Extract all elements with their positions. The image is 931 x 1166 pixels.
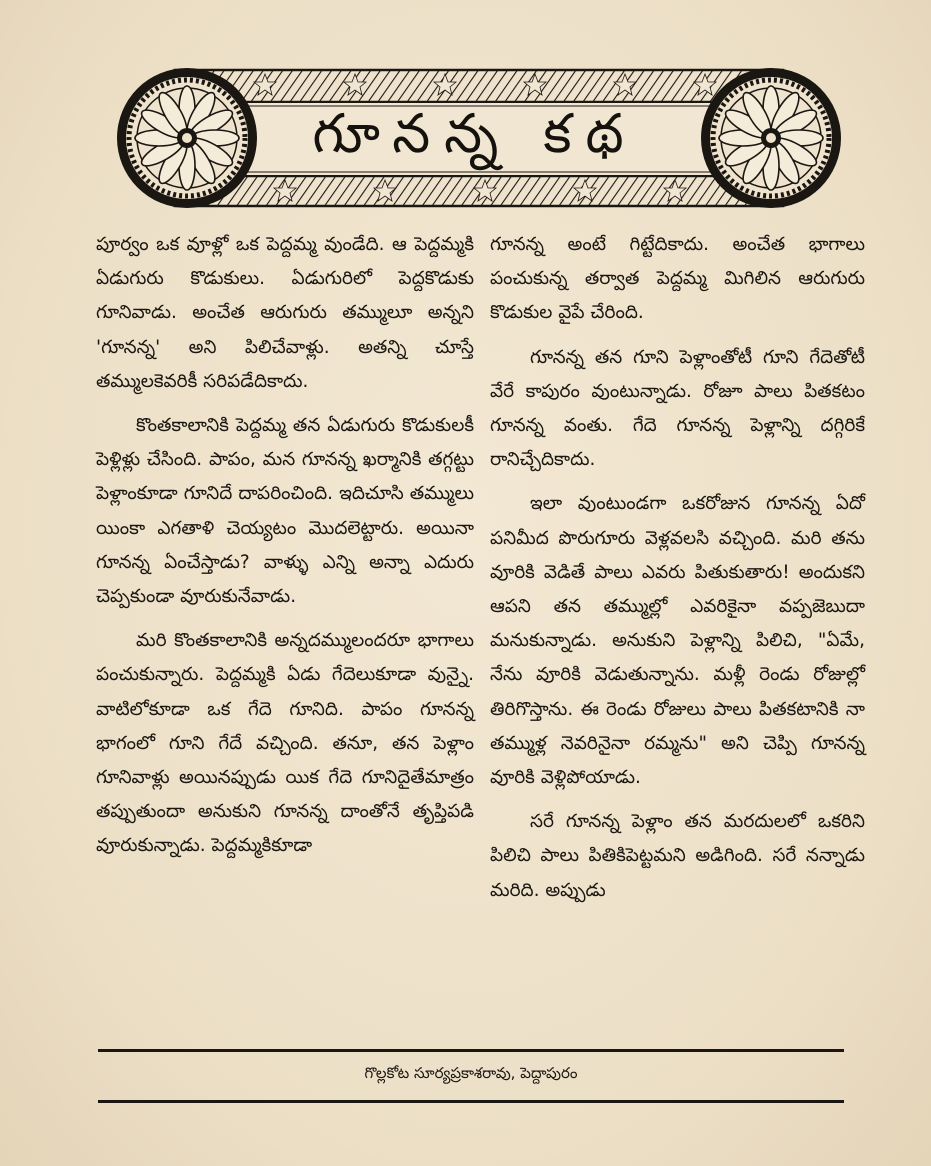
paragraph: ఇలా వుంటుండగా ఒకరోజున గూనన్న ఏదో పనిమీద పొరుగూరు వెళ్లవలసి వచ్చింది. మరి తను వూరికి వెడితే పాలు ఎవరు పితుకుతారు! అందుకని ఆపని తన తమ్ముల్లో ఎవరికైనా వప్పజెబుదా మనుకున్నాడు. అనుకుని పెళ్లాన్ని పిలిచి, "ఏమే, నేను వూరికి వెడుతున్నాను. మళ్లీ రెండు రోజుల్లో తిరిగొస్తాను. ఈ రెండు రోజులు పాలు పితకటానికి నా తమ్ముళ్ల నెవరినైనా రమ్మను" అని చెప్పి గూనన్న వూరికి వెళ్లిపోయాడు. [490, 493, 865, 789]
paragraph: సరే గూనన్న పెళ్లాం తన మరదులలో ఒకరిని పిలిచి పాలు పితికిపెట్టమని అడిగింది. సరే నన్నాడు మరిది. అప్పుడు [490, 811, 865, 901]
right-column [490, 228, 865, 918]
paragraph: మరి కొంతకాలానికి అన్నదమ్ములందరూ భాగాలు పంచుకున్నారు. పెద్దమ్మకి ఏడు గేదెలుకూడా వున్నై. వాటిలోకూడా ఒక గేదె గూనిది. పాపం గూనన్న భాగంలో గూని గేదే వచ్చింది. తనూ, తన పెళ్లాం గూనివాళ్లు అయినప్పుడు యిక గేదె గూనిదైతేమాత్రం తప్పుతుందా అనుకుని గూనన్న దాంతోనే తృప్తిపడి వూరుకున్నాడు. పెద్దమ్మకికూడా [96, 630, 474, 857]
author-credit: గొల్లకోట సూర్యప్రకాశరావు, పెద్దాపురం [364, 1064, 578, 1082]
footer-rule-top [98, 1049, 844, 1052]
left-column [96, 228, 474, 874]
paragraph: గూనన్న అంటే గిట్టేదికాదు. అంచేత భాగాలు పంచుకున్న తర్వాత పెద్దమ్మ మిగిలిన ఆరుగురు కొడుకుల వైపే చేరింది. [490, 234, 865, 324]
page-title: గూనన్న కథ [312, 101, 638, 165]
left-flower-medallion [117, 68, 257, 208]
right-flower-medallion [701, 68, 841, 208]
footer-rule-bottom [98, 1100, 844, 1103]
paragraph: కొంతకాలానికి పెద్దమ్మ తన ఏడుగురు కొడుకులకీ పెళ్లిళ్లు చేసింది. పాపం, మన గూనన్న ఖర్మానికి తగ్గట్టు పెళ్లాంకూడా గూనిదే దాపరించింది. ఇదిచూసి తమ్ములు యింకా ఎగతాళి చెయ్యటం మొదలెట్టారు. అయినా గూనన్న ఏంచేస్తాడు? వాళ్ళు ఎన్ని అన్నా ఎదురు చెప్పకుండా వూరుకునేవాడు. [96, 415, 474, 608]
title-banner [115, 58, 843, 218]
paragraph: గూనన్న తన గూని పెళ్లాంతోటీ గూని గేదెతోటీ వేరే కాపురం వుంటున్నాడు. రోజూ పాలు పితకటం గూనన్న వంతు. గేదె గూనన్న పెళ్లాన్ని దగ్గిరికే రానిచ్చేదికాదు. [490, 346, 865, 471]
paragraph: పూర్వం ఒక వూళ్లో ఒక పెద్దమ్మ వుండేది. ఆ పెద్దమ్మకి ఏడుగురు కొడుకులు. ఏడుగురిలో పెద్దకొడుకు గూనివాడు. అంచేత ఆరుగురు తమ్ములూ అన్నని 'గూనన్న' అని పిలిచేవాళ్లు. అతన్ని చూస్తే తమ్ములకెవరికీ సరిపడేదికాదు. [96, 234, 474, 392]
